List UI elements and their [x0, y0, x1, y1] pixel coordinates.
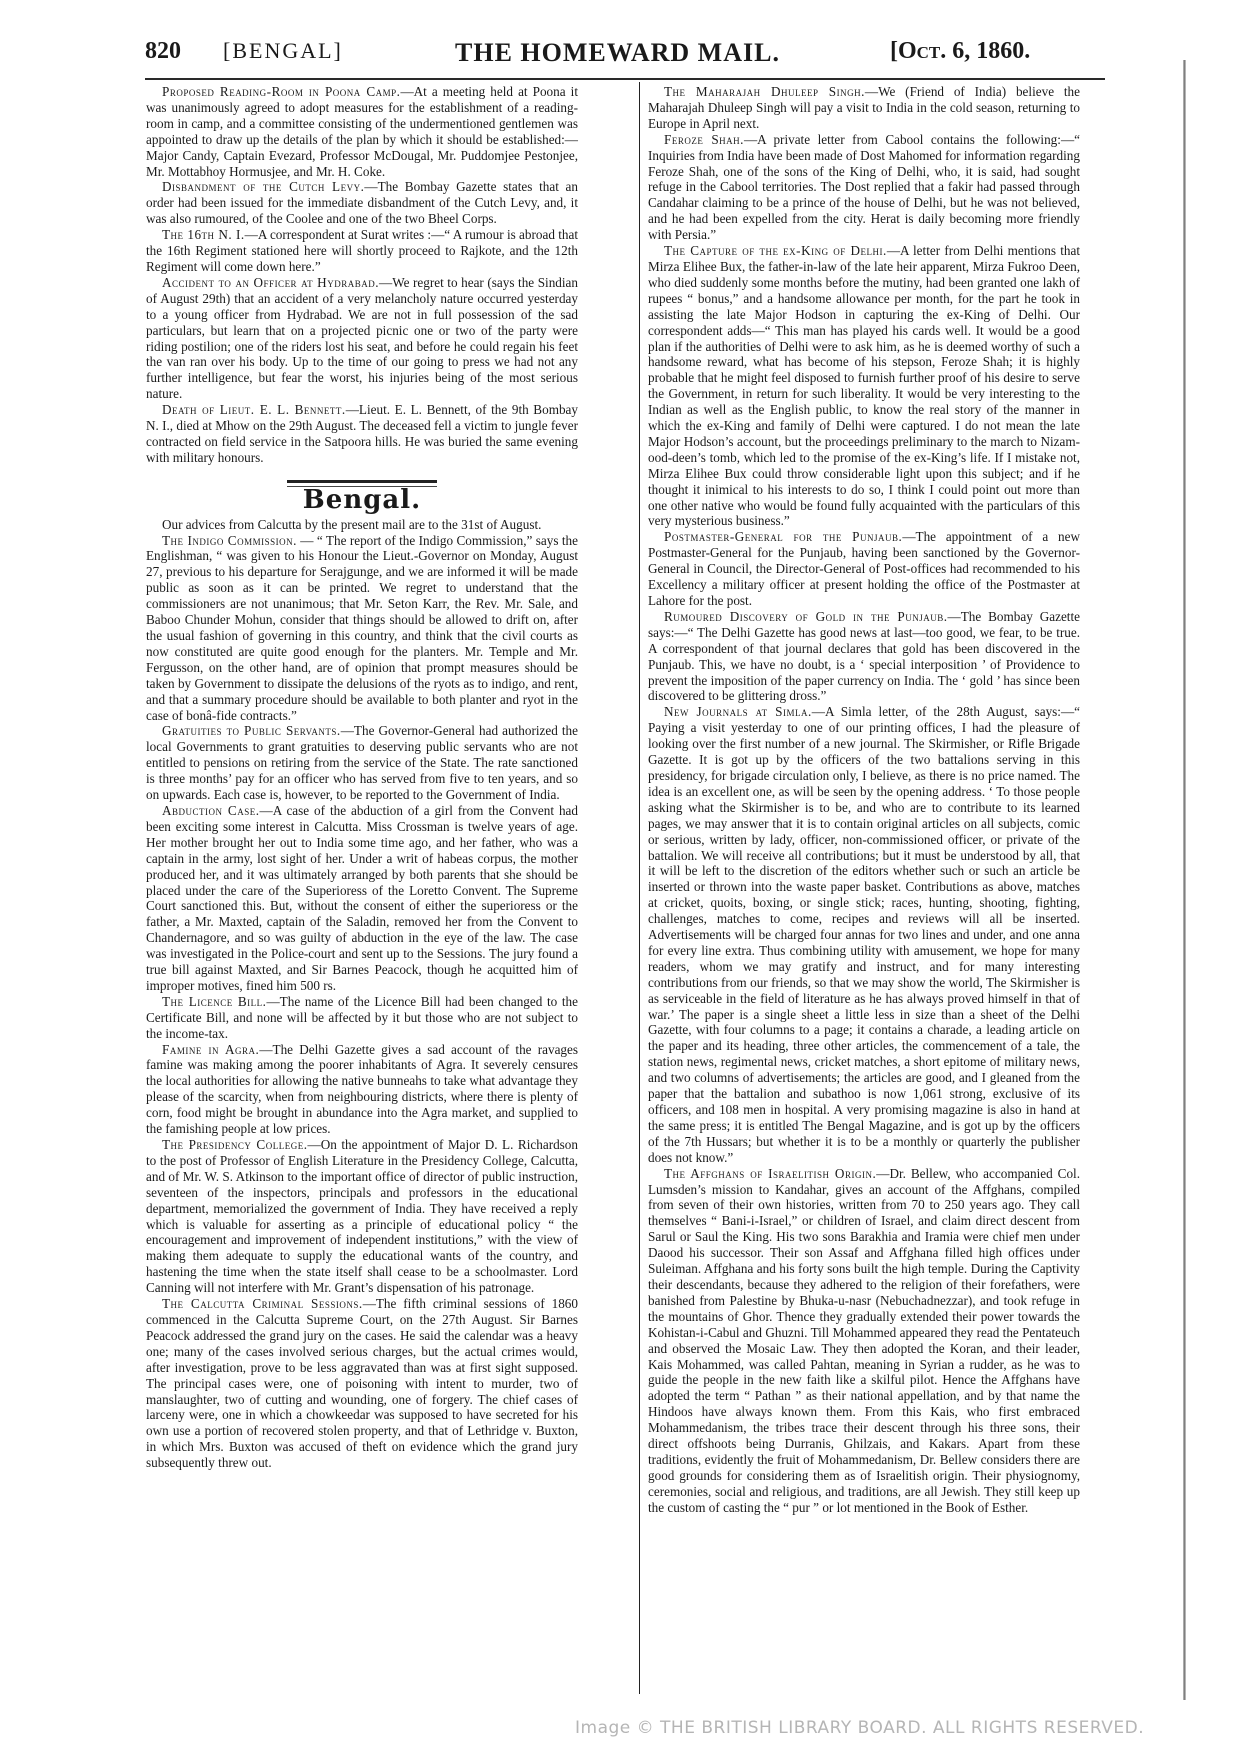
article-dhuleep-singh: The Maharajah Dhuleep Singh.—We (Friend of India) believe the Maharajah Dhuleep Singh will pay a visit to India in the cold season, returning to Europe in April next. — [648, 84, 1080, 131]
article-capture-ex-king: The Capture of the ex-King of Delhi.—A letter from Delhi mentions that Mirza Elihee Bux, the father-in-law of the late heir apparent, Mirza Fukroo Deen, who died suddenly some months before the mutiny, had been granted one lakh of rupees “ bonus,” and a handsome allowance per month, for the part he took in assisting the late Major Hodson in capturing the ex-King of Delhi. Our correspondent adds—“ This man has played his cards well. It would be a good plan if the authorities of Delhi were to ask him, as he is deemed worthy of such a handsome reward, what has become of his stepson, Feroze Shah; it is highly probable that he might feel disposed to furnish further proof of his desire to serve the Government, in return for such liberality. It would be very interesting to the Indian as well as the English public, to know the real story of the manner in which the ex-King and family of Delhi were captured. I do not mean the late Major Hodson’s account, but the proceedings preliminary to the march to Nizam-ood-deen’s tomb, which led to the promise of the ex-King’s life. If I mistake not, Mirza Elihee Bux could throw considerable light upon this subject; and if he thought it inimical to his interests to do so, I think I could point out more than one other native who would be found fully acquainted with the particulars of this very mysterious business.” — [648, 243, 1080, 529]
masthead-rule — [145, 78, 1105, 80]
article-gratuities: Gratuities to Public Servants.—The Governor-General had authorized the local Governments to grant gratuities to deserving public servants who are not entitled to pensions on retiring from the service of the State. The rate sanctioned is three months’ pay for an officer who has served from five to ten years, and so on upwards. Each case is, however, to be reported to the Government of India. — [146, 723, 578, 803]
article-gold-punjaub: Rumoured Discovery of Gold in the Punjaub.—The Bombay Gazette says:—“ The Delhi Gazette has good news at last—too good, we fear, to be true. A correspondent of that journal declares that gold has been discovered in the Punjaub. This, we have no doubt, is a ‘ special interposition ’ of Providence to prevent the imposition of the paper currency on India. The ‘ gold ’ has since been discovered to be glittering dross.” — [648, 608, 1080, 704]
section-label: [BENGAL] — [223, 38, 343, 63]
masthead — [145, 38, 1105, 70]
newspaper-title: THE HOMEWARD MAIL. — [455, 38, 780, 67]
article-feroze-shah: Feroze Shah.—A private letter from Cabool contains the following:—“ Inquiries from India have been made of Dost Mahomed for information regarding Feroze Shah, one of the sons of the King of Delhi, who, it is said, had sought refuge in the Cabool territories. The Dost replied that a fakir had passed through Candahar claiming to be a prince of the house of Delhi, but he was not believed, and he had been expelled from the city. Herat is daily becoming more friendly with Persia.” — [648, 131, 1080, 243]
left-column — [146, 84, 578, 1471]
article-indigo-commission: The Indigo Commission. — “ The report of the Indigo Commission,” says the Englishman, “ was given to his Honour the Lieut.-Governor on Monday, August 27, previous to his departure for Serajgunge, and we are informed it will be made public as soon as it can be printed. We regret to understand that the commissioners are not unanimous; that Mr. Seton Karr, the Rev. Mr. Sale, and Baboo Chunder Mohun, consider that things should be allowed to drift on, after the usual fashion of governing in this country, and think that the civil courts as now constituted are quite good enough for the planters. Mr. Temple and Mr. Fergusson, on the other hand, are of opinion that prompt measures should be taken by Government to dissipate the delusions of the ryots as to indigo, and rent, and that a summary procedure should be available to both planter and ryot in the case of bonâ-fide contracts.” — [146, 532, 578, 723]
issue-date: [Oct. 6, 1860. — [890, 38, 1031, 64]
article-affghans-origin: The Affghans of Israelitish Origin.—Dr. Bellew, who accompanied Col. Lumsden’s mission to Kandahar, gives an account of the Affghans, compiled from seven of their own histories, written from 70 to 250 years ago. They call themselves “ Bani-i-Israel,” or children of Israel, and claim direct descent from Sarul or Saul the King. His two sons Barakhia and Iramia were chief men under Daood his successor. Their son Assaf and Affghana filled high offices under Suleiman. Affghana and his forty sons built the high temple. During the Captivity their descendants, because they adhered to the religion of their forefathers, were banished from Palestine by Bhuka-u-nasr (Nebuchadnezzar), and took refuge in the mountains of Ghor. Thence they gradually extended their power towards the Kohistan-i-Cabul and Ghuzni. Till Mohammed appeared they read the Pentateuch and observed the Mosaic Law. They then adopted the Koran, and their leader, Kais Mohammed, was called Pahtan, meaning in Syrian a rudder, as he was to guide the people in the new faith like a skilful pilot. Hence the Affghans have adopted the term “ Pathan ” as their national appellation, and by that name the Hindoos have always known them. From this Kais, who first embraced Mohammedanism, the tribes trace their descent through his three sons, their direct offshoots being Durranis, Ghilzais, and Kakars. Apart from these traditions, evidently the fruit of Mohammedanism, Dr. Bellew considers there are good grounds for considering them as of Israelitish origin. Their physiognomy, ceremonies, social and religious, and traditions, are all Jewish. They still keep up the custom of casting the “ pur ” or lot mentioned in the Book of Esther. — [648, 1165, 1081, 1515]
article-criminal-sessions: The Calcutta Criminal Sessions.—The fifth criminal sessions of 1860 commenced in the Calcutta Supreme Court, on the 27th August. Sir Barnes Peacock addressed the grand jury on the cases. He said the calendar was a heavy one; many of the cases involved serious charges, but the actual crimes would, after investigation, prove to be less aggravated than was at first sight supposed. The principal cases were, one of poisoning with intent to murder, two of manslaughter, two of cutting and wounding, one of forgery. The chief cases of larceny were, one in which a chowkeedar was supposed to have secreted for his own use a portion of recovered stolen property, and that of Lethridge v. Buxton, in which Mrs. Buxton was accused of theft on evidence which the grand jury subsequently threw out. — [146, 1296, 578, 1471]
article-postmaster-general: Postmaster-General for the Punjaub.—The appointment of a new Postmaster-General for the Punjaub, having been sanctioned by the Governor-General in Council, the Director-General of Post-offices had recommended to his Excellency a military officer at present holding the office of the Postmaster at Lahore for the post. — [648, 529, 1080, 608]
article-16th-ni: The 16th N. I.—A correspondent at Surat writes :—“ A rumour is abroad that the 16th Regiment stationed here will shortly proceed to Rajkote, and the 12th Regiment will come down here.” — [146, 227, 578, 274]
page-number: 820 — [145, 38, 181, 64]
article-reading-room: Proposed Reading-Room in Poona Camp.—At a meeting held at Poona it was unanimously agreed to adopt measures for the establishment of a reading-room in camp, and a committee consisting of the undermentioned gentlemen was appointed to draw up the details of the plan by which it should be established:—Major Candy, Captain Evezard, Professor McDougal, Mr. Puddomjee Pestonjee, Mr. Mottabhoy Hormusjee, and Mr. H. Coke. — [146, 84, 578, 179]
article-hydrabad-accident: Accident to an Officer at Hydrabad.—We regret to hear (says the Sindian of August 29th) that an accident of a very melancholy nature occurred yesterday to a young officer from Hydrabad. We are not in full possession of the sad particulars, but learn that on a projected picnic one or two of the party were riding postilion; one of the riders lost his seat, and before he could regain his feet the van ran over his body. Up to the time of our going to press we had not any further intelligence, but fear the worst, his injuries being of the most serious nature. — [146, 274, 579, 402]
article-abduction-case: Abduction Case.—A case of the abduction of a girl from the Convent had been exciting some interest in Calcutta. Miss Crossman is twelve years of age. Her mother brought her out to India some time ago, and her father, who was a captain in the army, lost sight of her. Under a writ of habeas corpus, the mother produced her, and it was ultimately arranged by both parents that she should be placed under the care of the Superioress of the Loretto Convent. The Supreme Court sanctioned this. But, without the consent of either the superioress or the father, a Mr. Maxted, captain of the Saladin, removed her from the Convent to Chandernagore, and so was guilty of abduction in the eye of the law. The case was investigated in the Police-court and sent up to the Sessions. The jury found a true bill against Maxted, and Sir Barnes Peacock, though he acquitted him of improper motives, fined him 500 rs. — [146, 802, 579, 993]
article-presidency-college: The Presidency College.—On the appointment of Major D. L. Richardson to the post of Professor of English Literature in the Presidency College, Calcutta, and of Mr. W. S. Atkinson to the important office of director of public instruction, seventeen of the inspectors, principals and professors in the educational department, memorialized the government of India. They have received a reply which is valuable for asserting as a principle of educational policy “ the encouragement and improvement of independent institutions,” with the view of making them adequate to supply the educational wants of the country, and hastening the time when the state itself shall cease to be a schoolmaster. Lord Canning will not interfere with Mr. Grant’s dispensation of his patronage. — [146, 1137, 578, 1296]
section-heading-bengal: Bengal. — [302, 484, 422, 515]
column-divider — [639, 82, 640, 1694]
right-column — [648, 84, 1080, 1516]
bengal-intro: Our advices from Calcutta by the present mail are to the 31st of August. — [162, 516, 542, 532]
article-death-bennett: Death of Lieut. E. L. Bennett.—Lieut. E. L. Bennett, of the 9th Bombay N. I., died at Mhow on the 29th August. The deceased fell a victim to jungle fever contracted on field service in the Satpoora hills. He was buried the same evening with military honours. — [146, 402, 578, 465]
article-cutch-levy: Disbandment of the Cutch Levy.—The Bombay Gazette states that an order had been issued for the immediate disbandment of the Cutch Levy, and, it was also rumoured, of the Coolee and one of the two Bheel Corps. — [146, 179, 578, 227]
article-licence-bill: The Licence Bill.—The name of the Licence Bill had been changed to the Certificate Bill, and none will be affected by it but those who are not subject to the income-tax. — [146, 993, 578, 1041]
copyright-notice: Image © THE BRITISH LIBRARY BOARD. ALL RIGHTS RESERVED. — [575, 1718, 1145, 1738]
article-famine-agra: Famine in Agra.—The Delhi Gazette gives a sad account of the ravages famine was making among the poorer inhabitants of Agra. It severely censures the local authorities for allowing the native bunneahs to take what advantage they please of the scarcity, when from neighbouring districts, where there is plenty of corn, food might be brought in abundance into the Agra market, and supplied to the famishing people at low prices. — [146, 1041, 578, 1137]
article-journals-simla: New Journals at Simla.—A Simla letter, of the 28th August, says:—“ Paying a visit yesterday to one of our printing offices, I had the pleasure of looking over the first number of a new journal. The Skirmisher, or Rifle Brigade Gazette. It is got up by the officers of the two battalions serving in this presidency, for brigade circulation only, I believe, as there is no price named. The idea is an excellent one, as will be seen by the opening address. ‘ To those people asking what the Skirmisher is to be, and who are to contribute to its learned pages, we may answer that it is to contain original articles on all subjects, comic or serious, written by lady, officer, non-commissioned officer, or private of the battalion. We will receive all contributions; but it must be understood by all, that it will be left to the discretion of the editors whether such or such an article be inserted or thrown into the waste paper basket. Contributions as above, matches at cricket, quoits, boxing, or single stick; races, hunting, shooting, fighting, challenges, matches to come, recipes and reviews will all be inserted. Advertisements will be charged four annas for two lines and under, and one anna for every line extra. Thus combining utility with amusement, we hope for many readers, whom we may gratify and instruct, and for many interesting contributions from our friends, so that we may show the world, The Skirmisher is as serviceable in the field of literature as he has always proved himself in that of war.’ The paper is a single sheet a little less in size than a sheet of the Delhi Gazette, with four columns to a page; it contains a charade, a leading article on the paper and its heading, three other articles, the commencement of a tale, the station news, regimental news, cricket matches, a short epitome of military news, and two columns of advertisements; the articles are good, and I gleaned from the paper that the battalion and subathoo is now 1,061 strong, exclusive of its officers, and 108 men in hospital. A very promising magazine is also in hand at the same press; it is entitled The Bengal Magazine, and is got up by the officers of the 7th Hussars; but whether it is to be a monthly or quarterly the publisher does not know.” — [648, 704, 1080, 1165]
page-edge-shadow — [1183, 60, 1186, 1700]
